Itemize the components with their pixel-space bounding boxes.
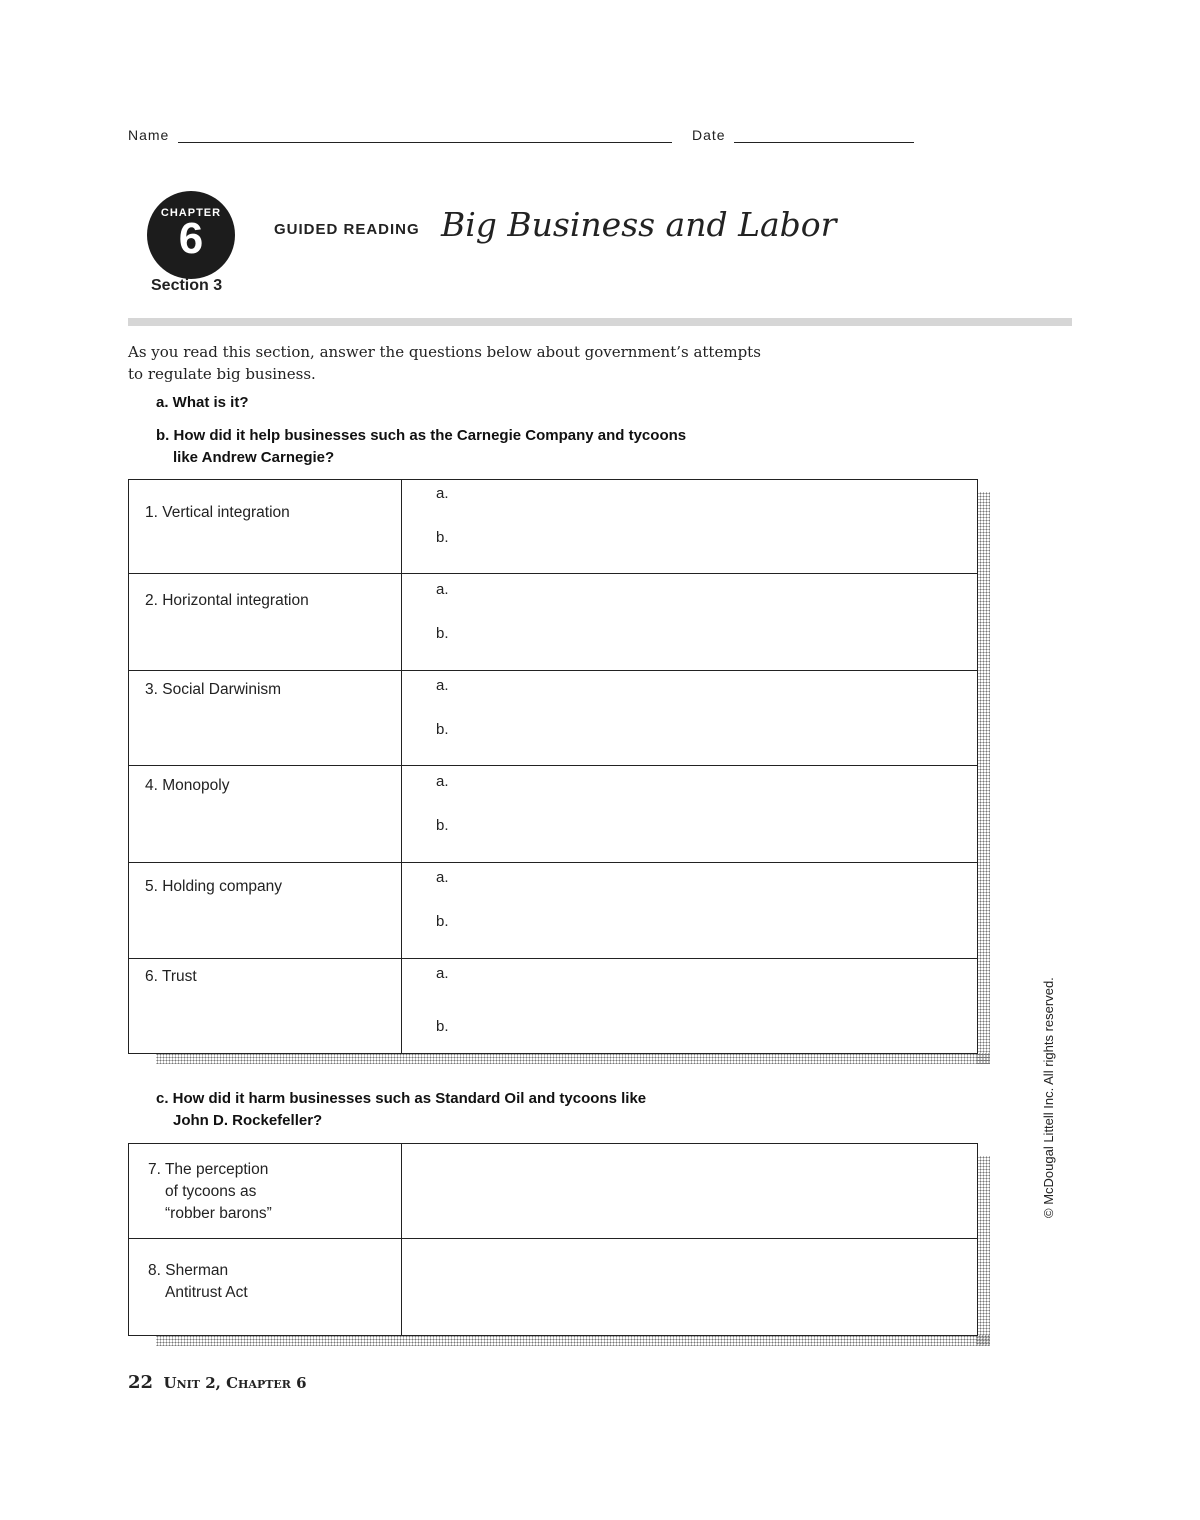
question-c-line-2: John D. Rockefeller? <box>173 1112 323 1129</box>
date-label: Date <box>692 127 726 143</box>
intro-line-1: As you read this section, answer the questions below about government’s attempts <box>128 343 761 361</box>
page-number: 22 <box>128 1372 154 1393</box>
guided-reading-label: GUIDED READING <box>274 221 420 238</box>
answer-b-label: b. <box>436 625 449 642</box>
question-c <box>156 1088 646 1132</box>
term-label: 2. Horizontal integration <box>145 592 309 609</box>
answer-a-label: a. <box>436 869 449 886</box>
table-row <box>129 671 977 766</box>
term-line-1: 7. The perception <box>148 1161 269 1178</box>
term-label: 5. Holding company <box>145 878 282 895</box>
table2-shadow-bottom <box>156 1335 990 1346</box>
table1-shadow-bottom <box>156 1053 990 1064</box>
answer-b-label: b. <box>436 817 449 834</box>
term-label <box>148 1159 272 1225</box>
question-b <box>156 425 686 469</box>
table2-shadow-right <box>976 1156 990 1346</box>
terms-table <box>128 479 978 1054</box>
copyright-notice: © McDougal Littell Inc. All rights reserved. <box>1041 977 1056 1218</box>
chapter-badge <box>147 191 235 279</box>
chapter-number: 6 <box>178 214 204 263</box>
answer-a-label: a. <box>436 581 449 598</box>
term-line-2: Antitrust Act <box>165 1284 248 1301</box>
page-footer <box>128 1372 307 1393</box>
table-row <box>129 766 977 863</box>
term-label: 6. Trust <box>145 968 197 985</box>
date-field[interactable] <box>734 142 914 143</box>
term-label: 4. Monopoly <box>145 777 230 794</box>
table1-shadow-right <box>976 492 990 1064</box>
table-row <box>129 1239 977 1335</box>
answer-b-label: b. <box>436 913 449 930</box>
header-rule <box>128 318 1072 326</box>
question-a: a. What is it? <box>156 394 249 411</box>
table-row <box>129 959 977 1053</box>
intro-line-2: to regulate big business. <box>128 365 316 383</box>
page-title: Big Business and Labor <box>441 205 837 244</box>
answer-b-label: b. <box>436 529 449 546</box>
answer-b-label: b. <box>436 1018 449 1035</box>
answer-b-label: b. <box>436 721 449 738</box>
term-label: 3. Social Darwinism <box>145 681 282 698</box>
table-row <box>129 480 977 574</box>
term-label <box>148 1260 248 1304</box>
question-b-line-1: b. How did it help businesses such as the Carnegie Company and tycoons <box>156 427 687 444</box>
question-b-line-2: like Andrew Carnegie? <box>173 449 335 466</box>
answer-a-label: a. <box>436 485 449 502</box>
chapter-label: CHAPTER <box>160 207 222 219</box>
term-line-3: “robber barons” <box>165 1205 272 1222</box>
term-line-2: of tycoons as <box>165 1183 257 1200</box>
term-label: 1. Vertical integration <box>145 504 290 521</box>
name-field[interactable] <box>178 142 672 143</box>
intro-text <box>128 341 828 385</box>
answer-a-label: a. <box>436 965 449 982</box>
harm-table <box>128 1143 978 1336</box>
term-line-1: 8. Sherman <box>148 1262 229 1279</box>
answer-a-label: a. <box>436 773 449 790</box>
name-label: Name <box>128 127 170 143</box>
section-label: Section 3 <box>151 277 223 294</box>
table-row <box>129 1144 977 1239</box>
answer-a-label: a. <box>436 677 449 694</box>
table-row <box>129 574 977 671</box>
table-row <box>129 863 977 959</box>
question-c-line-1: c. How did it harm businesses such as Standard Oil and tycoons like <box>156 1090 647 1107</box>
unit-chapter-label: Unit 2, Chapter 6 <box>163 1374 307 1392</box>
